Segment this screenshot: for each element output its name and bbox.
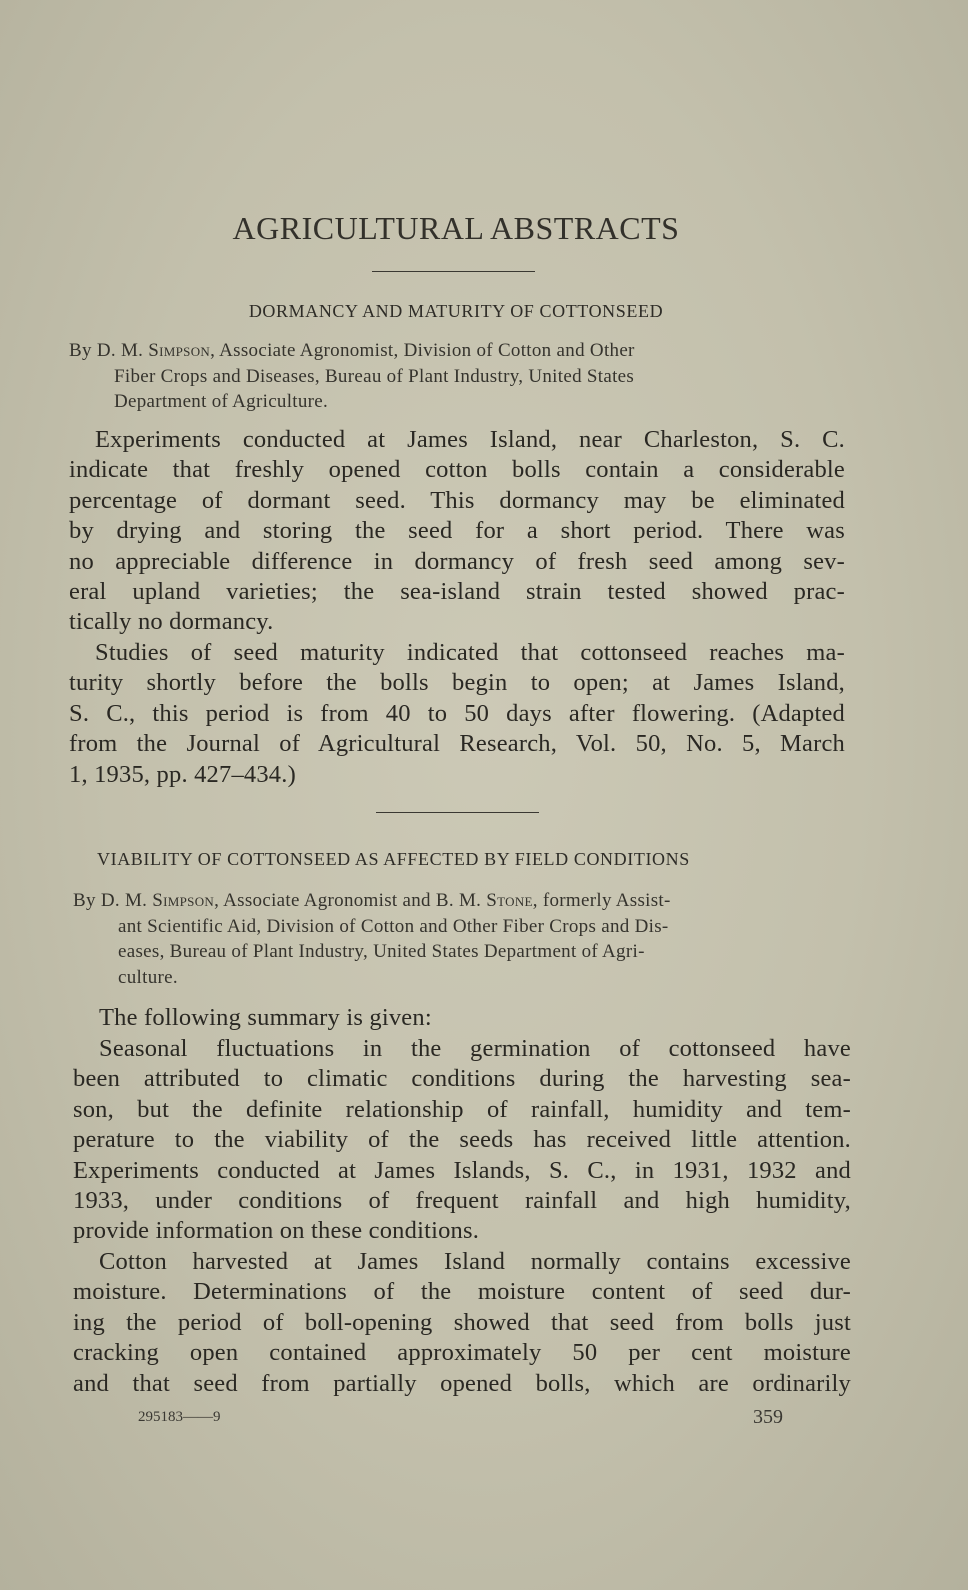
text-line: moisture. Determinations of the moisture content of seed dur-: [73, 1278, 851, 1306]
text-line: Experiments conducted at James Islands, S. C., in 1931, 1932 and: [73, 1156, 851, 1184]
text-line: indicate that freshly opened cotton bolls contain a considerable: [69, 456, 845, 484]
author-surname: Simpson: [152, 890, 215, 911]
byline-line: Fiber Crops and Diseases, Bureau of Plant Industry, United States: [114, 365, 635, 387]
abstract-1-paragraph-1: [69, 425, 845, 638]
text-line: perature to the viability of the seeds has received little attention.: [73, 1126, 851, 1154]
text-line: provide information on these conditions.: [73, 1217, 480, 1245]
text-line: and that seed from partially opened bolls, which are ordinarily: [73, 1369, 851, 1397]
text-line: by drying and storing the seed for a short period. There was: [69, 517, 845, 545]
author-surname: Simpson: [148, 340, 211, 361]
text-line: The following summary is given:: [99, 1004, 432, 1031]
text-line: from the Journal of Agricultural Research, Vol. 50, No. 5, March: [69, 730, 845, 758]
abstract-2-paragraph-3: [73, 1247, 851, 1399]
byline-line: ant Scientific Aid, Division of Cotton and Other Fiber Crops and Dis-: [118, 915, 669, 937]
title-divider: [372, 271, 535, 272]
page-number: 359: [753, 1406, 783, 1428]
text-line: 1, 1935, pp. 427–434.): [69, 760, 296, 788]
byline-line: By D. M. Simpson, Associate Agronomist, Division of Cotton and Other: [69, 340, 635, 361]
byline-line: By D. M. Simpson, Associate Agronomist and B. M. Stone, formerly Assist-: [73, 890, 671, 911]
text-line: Studies of seed maturity indicated that cottonseed reaches ma-: [95, 639, 845, 666]
text-line: tically no dormancy.: [69, 608, 274, 636]
text-line: percentage of dormant seed. This dormancy may be eliminated: [69, 486, 845, 514]
byline-line: culture.: [118, 966, 178, 988]
abstract-2-byline: [73, 888, 849, 990]
abstract-1-heading: DORMANCY AND MATURITY OF COTTONSEED: [248, 301, 664, 321]
text-line: Experiments conducted at James Island, near Charleston, S. C.: [95, 426, 845, 453]
text-line: eral upland varieties; the sea-island strain tested showed prac-: [69, 578, 845, 606]
author-surname: Stone: [486, 890, 533, 911]
abstract-1-paragraph-2: [69, 638, 845, 790]
byline-line: Department of Agriculture.: [114, 391, 329, 413]
text-line: Seasonal fluctuations in the germination of cottonseed have: [99, 1035, 851, 1062]
text-line: cracking open contained approximately 50 per cent moisture: [73, 1339, 851, 1367]
text-line: S. C., this period is from 40 to 50 days after flowering. (Adapted: [69, 699, 845, 727]
abstract-2-paragraph-2: [73, 1034, 851, 1247]
byline-line: eases, Bureau of Plant Industry, United States Department of Agri-: [118, 941, 645, 963]
page-title: AGRICULTURAL ABSTRACTS: [232, 210, 680, 246]
section-divider: [376, 812, 539, 813]
abstract-1-byline: [69, 338, 845, 415]
text-line: 1933, under conditions of frequent rainfall and high humidity,: [73, 1187, 851, 1215]
text-line: Cotton harvested at James Island normally contains excessive: [99, 1248, 851, 1275]
text-line: ing the period of boll-opening showed that seed from bolls just: [73, 1308, 851, 1336]
text-line: been attributed to climatic conditions during the harvesting sea-: [73, 1065, 851, 1093]
text-line: no appreciable difference in dormancy of fresh seed among sev-: [69, 547, 845, 575]
text-line: son, but the definite relationship of rainfall, humidity and tem-: [73, 1095, 851, 1123]
abstract-2-paragraph-1: [73, 1003, 851, 1033]
abstract-2-heading: VIABILITY OF COTTONSEED AS AFFECTED BY FIELD CONDITIONS: [97, 849, 690, 869]
text-line: turity shortly before the bolls begin to open; at James Island,: [69, 669, 845, 697]
print-number: 295183——9: [138, 1409, 221, 1425]
